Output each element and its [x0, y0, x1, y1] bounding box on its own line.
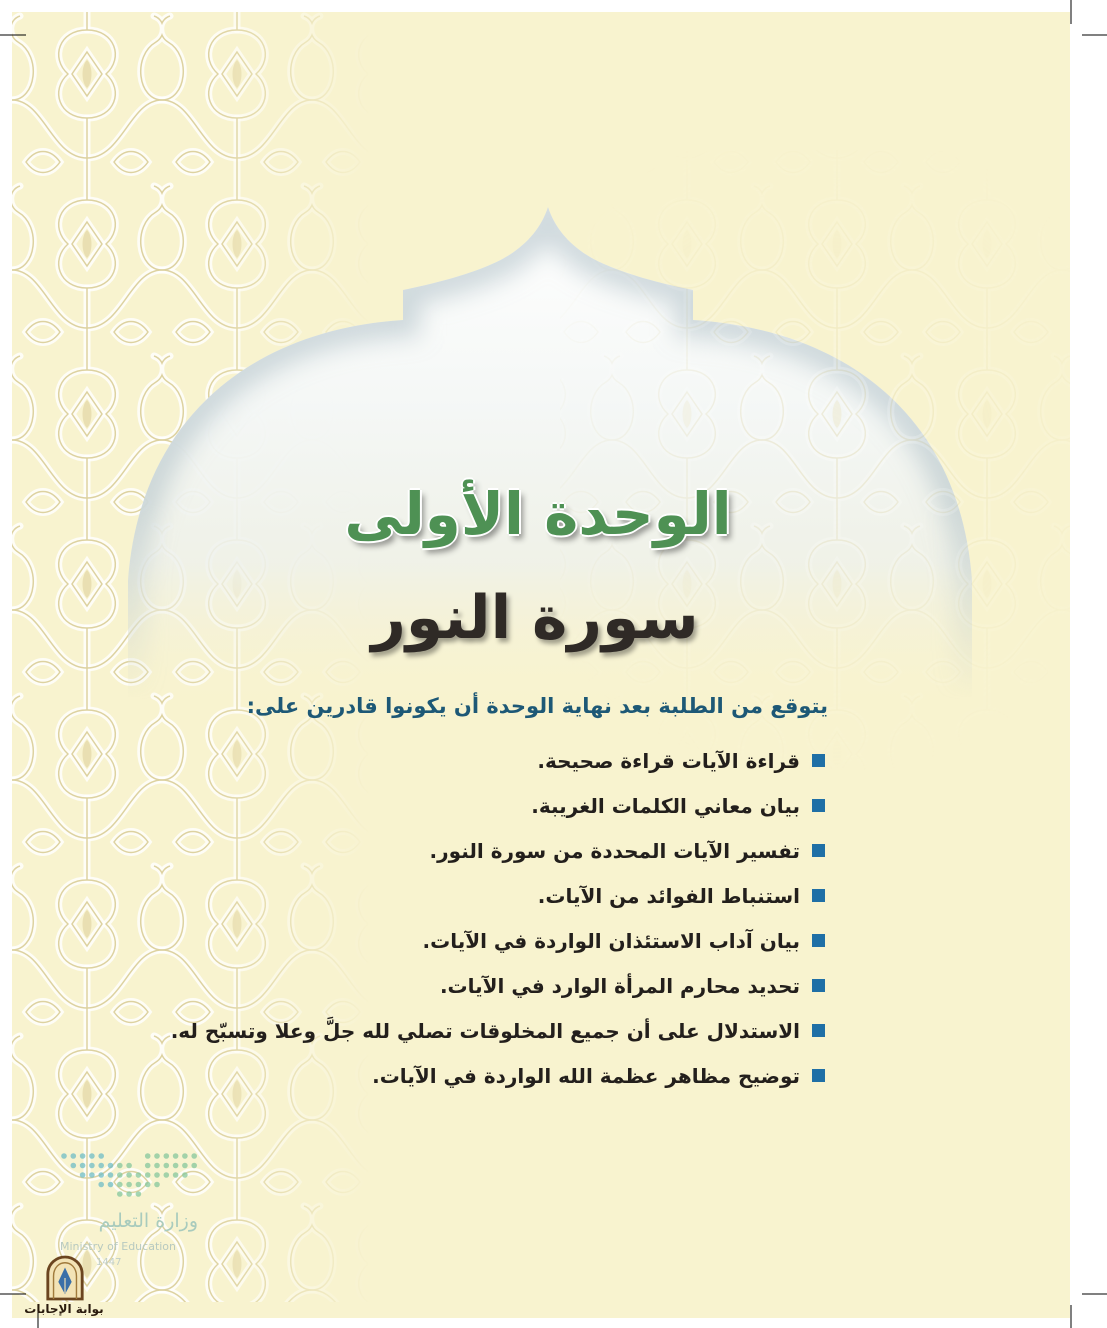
logo-dot [71, 1163, 77, 1169]
logo-dot [173, 1163, 179, 1169]
logo-dot [126, 1191, 132, 1197]
objective-text: توضيح مظاهر عظمة الله الواردة في الآيات. [372, 1063, 800, 1088]
logo-dot [80, 1163, 86, 1169]
square-bullet-icon [812, 934, 825, 947]
answers-portal-arch-icon [44, 1254, 86, 1302]
logo-dot [182, 1163, 188, 1169]
ministry-of-education-dots-icon [58, 1150, 203, 1202]
unit-title: الوحدة الأولى [344, 480, 732, 548]
objective-item [171, 783, 825, 828]
arabesque-pattern-right [560, 150, 1070, 770]
logo-dot [191, 1153, 197, 1159]
logo-dot [136, 1191, 142, 1197]
logo-dot [89, 1163, 95, 1169]
logo-dot [117, 1172, 123, 1178]
logo-dot [98, 1172, 104, 1178]
objective-text: تحديد محارم المرأة الوارد في الآيات. [439, 973, 800, 998]
objective-item [171, 1053, 825, 1098]
watermark-label: بوابة الإجابات [24, 1302, 104, 1316]
logo-dot [145, 1182, 151, 1188]
logo-dot [108, 1182, 114, 1188]
objective-item [171, 1008, 825, 1053]
logo-dot [108, 1163, 114, 1169]
logo-dot [117, 1163, 123, 1169]
square-bullet-icon [812, 889, 825, 902]
logo-dot [98, 1182, 104, 1188]
logo-dot [89, 1153, 95, 1159]
logo-dot [154, 1153, 160, 1159]
logo-dot [117, 1191, 123, 1197]
ministry-year: 1447 [96, 1257, 122, 1268]
logo-dot [145, 1172, 151, 1178]
logo-dot [80, 1153, 86, 1159]
logo-dot [154, 1172, 160, 1178]
square-bullet-icon [812, 844, 825, 857]
logo-dot [173, 1153, 179, 1159]
logo-dot [80, 1172, 86, 1178]
ministry-name-arabic: وزارة التعليم [98, 1210, 198, 1232]
logo-dot [136, 1182, 142, 1188]
logo-dot [108, 1172, 114, 1178]
objective-text: قراءة الآيات قراءة صحيحة. [537, 748, 800, 773]
logo-dot [164, 1163, 170, 1169]
objective-text: بيان معاني الكلمات الغريبة. [531, 793, 800, 818]
logo-dot [126, 1182, 132, 1188]
logo-dot [98, 1163, 104, 1169]
square-bullet-icon [812, 1024, 825, 1037]
square-bullet-icon [812, 979, 825, 992]
objective-item [171, 963, 825, 1008]
logo-dot [191, 1163, 197, 1169]
logo-dot [182, 1172, 188, 1178]
objective-item [171, 873, 825, 918]
objectives-list [171, 738, 825, 1098]
logo-dot [98, 1153, 104, 1159]
logo-dot [71, 1153, 77, 1159]
logo-dot [145, 1153, 151, 1159]
objective-item [171, 828, 825, 873]
surah-title: سورة النور [371, 583, 699, 653]
logo-dot [164, 1153, 170, 1159]
objective-text: استنباط الفوائد من الآيات. [537, 883, 800, 908]
objective-text: الاستدلال على أن جميع المخلوقات تصلي لله جلَّ وعلا وتسبّح له. [170, 1018, 800, 1043]
logo-dot [89, 1172, 95, 1178]
logo-dot [145, 1163, 151, 1169]
logo-dot [173, 1172, 179, 1178]
ministry-name-english: Ministry of Education [60, 1240, 177, 1253]
square-bullet-icon [812, 1069, 825, 1082]
logo-dot [154, 1163, 160, 1169]
objective-text: تفسير الآيات المحددة من سورة النور. [429, 838, 800, 863]
logo-dot [117, 1182, 123, 1188]
square-bullet-icon [812, 799, 825, 812]
logo-dot [61, 1153, 67, 1159]
logo-dot [136, 1172, 142, 1178]
logo-dot [164, 1172, 170, 1178]
logo-dot [126, 1172, 132, 1178]
objective-item [171, 738, 825, 783]
objective-text: بيان آداب الاستئذان الواردة في الآيات. [422, 928, 800, 953]
logo-dot [154, 1182, 160, 1188]
objective-item [171, 918, 825, 963]
objectives-intro: يتوقع من الطلبة بعد نهاية الوحدة أن يكونوا قادرين على: [246, 694, 828, 718]
logo-dot [182, 1153, 188, 1159]
square-bullet-icon [812, 754, 825, 767]
logo-dot [126, 1163, 132, 1169]
